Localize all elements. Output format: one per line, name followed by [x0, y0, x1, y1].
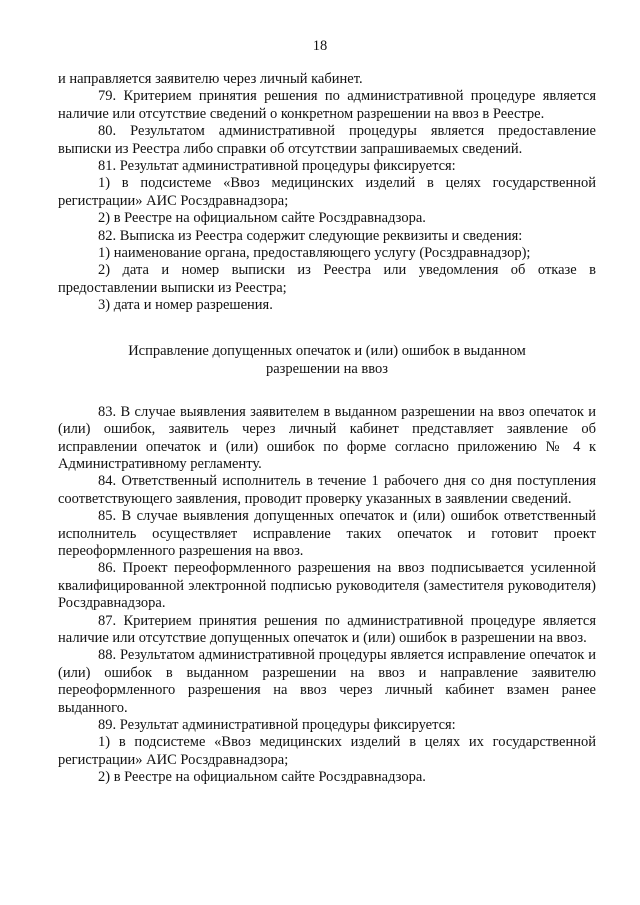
- paragraph: 82. Выписка из Реестра содержит следующие реквизиты и сведения:: [98, 227, 523, 244]
- paragraph: 84. Ответственный исполнитель в течение 1 рабочего дня со дня поступления соответствующего заявления, проводит проверку указанных в заявлении сведений.: [58, 473, 596, 507]
- paragraph: 87. Критерием принятия решения по административной процедуре является наличие или отсутствие допущенных опечаток и (или) ошибок в разрешении на ввоз.: [58, 612, 596, 646]
- paragraph: 1) в подсистеме «Ввоз медицинских изделий в целях государственной регистрации» АИС Росздравнадзора;: [58, 175, 596, 209]
- paragraph: и направляется заявителю через личный кабинет.: [58, 71, 363, 87]
- paragraph: 86. Проект переоформленного разрешения на ввоз подписывается усиленной квалифицированной электронной подписью руководителя (заместителя руководителя) Росздравнадзора.: [58, 560, 596, 612]
- paragraph: 2) дата и номер выписки из Реестра или уведомления об отказе в предоставлении выписки из Реестра;: [58, 262, 596, 296]
- paragraph: 88. Результатом административной процедуры является исправление опечаток и (или) ошибок в выданном разрешении на ввоз и направление заявителю переоформленного разрешения на ввоз через личный кабинет взамен ранее выданного.: [58, 647, 596, 716]
- paragraph: 3) дата и номер разрешения.: [98, 297, 273, 314]
- paragraph: 89. Результат административной процедуры фиксируется:: [98, 717, 456, 733]
- section-heading: Исправление допущенных опечаток и (или) ошибок в выданном разрешении на ввоз: [128, 342, 526, 377]
- paragraph: 2) в Реестре на официальном сайте Росздравнадзора.: [98, 769, 426, 786]
- paragraph: 83. В случае выявления заявителем в выданном разрешении на ввоз опечаток и (или) ошибок, заявитель через личный кабинет представляет заявление об исправлении опечаток и (или) ошибок по форме согласно приложению № 4 к Административному регламенту.: [58, 403, 596, 472]
- paragraph: 80. Результатом административной процедуры является предоставление выписки из Реестра либо справки об отсутствии запрашиваемых сведений.: [58, 123, 596, 157]
- paragraph: 79. Критерием принятия решения по административной процедуре является наличие или отсутствие сведений о конкретном разрешении на ввоз в Реестре.: [58, 88, 596, 122]
- paragraphs-before-heading: [58, 71, 596, 315]
- paragraph: 1) в подсистеме «Ввоз медицинских изделий в целях их государственной регистрации» АИС Росздравнадзора;: [58, 734, 596, 768]
- paragraph: 85. В случае выявления допущенных опечаток и (или) ошибок ответственный исполнитель осуществляет исправление таких опечаток и готовит проект переоформленного разрешения на ввоз.: [58, 508, 596, 559]
- paragraph: 81. Результат административной процедуры фиксируется:: [98, 158, 456, 175]
- paragraphs-after-heading: [58, 404, 596, 787]
- page-number: 18: [312, 38, 328, 54]
- document-body: [58, 71, 596, 787]
- paragraph: 2) в Реестре на официальном сайте Росздравнадзора.: [98, 210, 426, 227]
- paragraph: 1) наименование органа, предоставляющего услугу (Росздравнадзор);: [98, 245, 531, 262]
